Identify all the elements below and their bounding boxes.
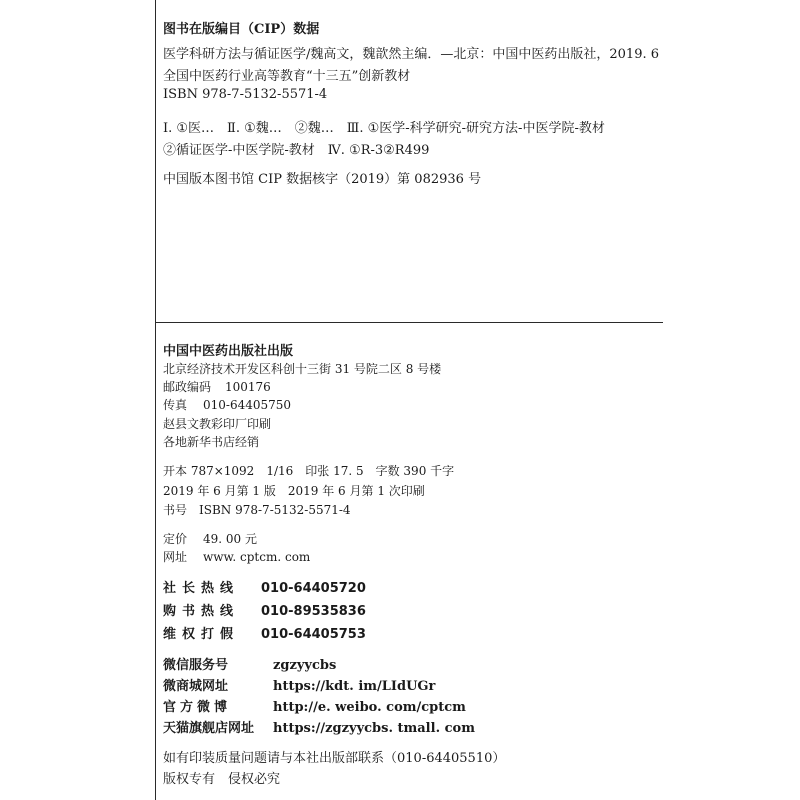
- quality-notice: 如有印装质量问题请与本社出版部联系（010-64405510）: [163, 751, 506, 766]
- distributor: 各地新华书店经销: [163, 435, 260, 449]
- hotline-row: [163, 623, 366, 642]
- postcode-value: 100176: [225, 380, 271, 394]
- hotline-value: 010-64405753: [261, 627, 366, 642]
- cip-classification-1: Ⅰ. ①医… Ⅱ. ①魏… ②魏… Ⅲ. ①医学-科学研究-研究方法-中医学院-教材: [163, 121, 605, 136]
- fax-row: [163, 396, 291, 413]
- publisher-address: 北京经济技术开发区科创十三街 31 号院二区 8 号楼: [163, 362, 442, 376]
- cip-series-line: 全国中医药行业高等教育“十三五”创新教材: [163, 69, 411, 84]
- online-value: http://e. weibo. com/cptcm: [273, 700, 466, 715]
- book-number: 书号 ISBN 978-7-5132-5571-4: [163, 503, 351, 517]
- hotline-label: 维权打假: [163, 627, 240, 642]
- publisher-name: 中国中医药出版社出版: [163, 344, 294, 359]
- online-label: 天猫旗舰店网址: [163, 721, 255, 736]
- hotline-row: [163, 577, 366, 596]
- online-row: [163, 717, 475, 736]
- rights-notice: 版权专有 侵权必究: [163, 772, 281, 787]
- price-label: 定价: [163, 532, 188, 546]
- left-vertical-rule: [155, 0, 156, 800]
- postcode-label: 邮政编码: [163, 380, 212, 394]
- cip-classification-2: ②循证医学-中医学院-教材 Ⅳ. ①R-3②R499: [163, 143, 430, 158]
- online-row: [163, 675, 435, 694]
- cip-catalog-line: 医学科研方法与循证医学/魏高文，魏歆然主编．—北京：中国中医药出版社，2019. 6: [163, 47, 659, 62]
- online-label: 官方微博: [163, 700, 232, 715]
- website-value: www. cptcm. com: [203, 550, 311, 564]
- online-value: zgzyycbs: [273, 658, 337, 673]
- website-row: [163, 548, 310, 565]
- online-row: [163, 696, 466, 715]
- hotline-row: [163, 600, 366, 619]
- cip-isbn: ISBN 978-7-5132-5571-4: [163, 87, 328, 102]
- section-divider: [155, 322, 663, 323]
- book-format: 开本 787×1092 1/16 印张 17. 5 字数 390 千字: [163, 464, 455, 478]
- printer: 赵县文教彩印厂印刷: [163, 417, 272, 431]
- fax-label: 传真: [163, 398, 188, 412]
- hotline-label: 社长热线: [163, 581, 240, 596]
- website-label: 网址: [163, 550, 188, 564]
- online-label: 微商城网址: [163, 679, 229, 694]
- postcode-row: [163, 378, 271, 395]
- online-label: 微信服务号: [163, 658, 229, 673]
- price-value: 49. 00 元: [203, 532, 257, 546]
- online-row: [163, 654, 336, 673]
- online-value: https://zgzyycbs. tmall. com: [273, 721, 475, 736]
- hotline-value: 010-89535836: [261, 604, 366, 619]
- edition-info: 2019 年 6 月第 1 版 2019 年 6 月第 1 次印刷: [163, 484, 425, 498]
- online-value: https://kdt. im/LIdUGr: [273, 679, 436, 694]
- hotline-label: 购书热线: [163, 604, 240, 619]
- cip-heading: 图书在版编目（CIP）数据: [163, 22, 320, 37]
- price-row: [163, 530, 257, 547]
- hotline-value: 010-64405720: [261, 581, 366, 596]
- cip-verification: 中国版本图书馆 CIP 数据核字（2019）第 082936 号: [163, 172, 482, 187]
- fax-value: 010-64405750: [203, 398, 292, 412]
